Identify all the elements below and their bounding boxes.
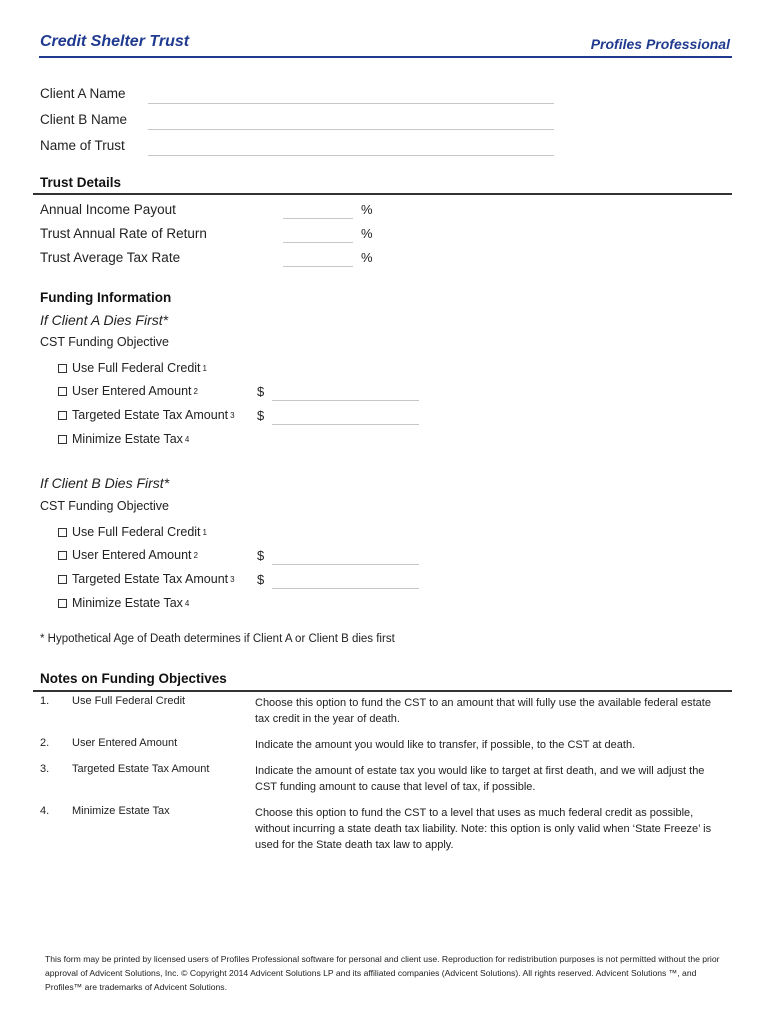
funding-information-heading: Funding Information: [40, 290, 172, 305]
client-a-user-amount-currency: $: [257, 384, 265, 399]
client-a-option-minimize-tax: [58, 432, 189, 446]
client-a-user-amount-label: User Entered Amount: [72, 384, 192, 398]
client-a-user-amount-checkbox[interactable]: [58, 387, 67, 396]
footnote-ref: 2: [193, 386, 198, 396]
trust-name-field[interactable]: [148, 139, 554, 156]
rate-of-return-label: Trust Annual Rate of Return: [40, 226, 207, 241]
note-title: Targeted Estate Tax Amount: [72, 763, 210, 775]
average-tax-rate-field[interactable]: [283, 250, 353, 267]
brand-name: Profiles Professional: [590, 36, 730, 52]
note-number: 4.: [40, 805, 50, 817]
rate-of-return-input[interactable]: [283, 227, 353, 243]
trust-details-divider: [33, 193, 732, 195]
client-b-name-label: Client B Name: [40, 112, 128, 127]
client-b-minimize-tax-label: Minimize Estate Tax: [72, 596, 183, 610]
note-number: 3.: [40, 763, 50, 775]
note-description: Choose this option to fund the CST to an amount that will fully use the available federal estate tax credit in the year of death.: [255, 697, 711, 725]
footnote-ref: 1: [202, 363, 207, 373]
footnote-ref: 3: [230, 574, 235, 584]
annual-income-payout-field[interactable]: [283, 202, 353, 219]
client-b-objective-label: CST Funding Objective: [40, 499, 169, 513]
client-a-user-amount-field[interactable]: [272, 384, 419, 401]
notes-heading: Notes on Funding Objectives: [40, 671, 227, 686]
client-b-user-amount-field[interactable]: [272, 548, 419, 565]
annual-income-payout-unit: %: [361, 202, 373, 217]
client-a-full-credit-checkbox[interactable]: [58, 364, 67, 373]
client-a-minimize-tax-label: Minimize Estate Tax: [72, 432, 183, 446]
client-b-option-full-credit: [58, 525, 207, 539]
client-b-user-amount-input[interactable]: [272, 549, 419, 565]
client-b-full-credit-checkbox[interactable]: [58, 528, 67, 537]
note-title: Use Full Federal Credit: [72, 695, 186, 707]
client-b-name-input[interactable]: [148, 114, 554, 130]
client-a-option-user-amount: [58, 384, 198, 398]
footnote-ref: 2: [193, 550, 198, 560]
title-divider: [39, 56, 732, 58]
client-a-full-credit-label: Use Full Federal Credit: [72, 361, 201, 375]
average-tax-rate-unit: %: [361, 250, 373, 265]
client-b-targeted-tax-checkbox[interactable]: [58, 575, 67, 584]
trust-name-label: Name of Trust: [40, 138, 125, 153]
note-title: User Entered Amount: [72, 737, 178, 749]
rate-of-return-unit: %: [361, 226, 373, 241]
annual-income-payout-label: Annual Income Payout: [40, 202, 176, 217]
copyright-footer: This form may be printed by licensed users of Profiles Professional software for personal and client use. Reproduction for redistribution purposes is not permitted without the prior approval of Advicent Solutions, Inc. © Copyright 2014 Advicent Solutions LP and its affiliated companies (Advicent Solutions). All rights reserved. Advicent Solutions ™, and Profiles™ are trademarks of Advicent Solutions.: [45, 954, 720, 992]
client-b-targeted-tax-field[interactable]: [272, 572, 419, 589]
footnote-ref: 1: [202, 527, 207, 537]
client-b-user-amount-label: User Entered Amount: [72, 548, 192, 562]
client-b-targeted-tax-currency: $: [257, 572, 265, 587]
client-b-minimize-tax-checkbox[interactable]: [58, 599, 67, 608]
rate-of-return-field[interactable]: [283, 226, 353, 243]
client-a-targeted-tax-field[interactable]: [272, 408, 419, 425]
client-a-name-field[interactable]: [148, 87, 554, 104]
client-a-user-amount-input[interactable]: [272, 385, 419, 401]
client-a-objective-label: CST Funding Objective: [40, 335, 169, 349]
trust-name-input[interactable]: [148, 140, 554, 156]
client-a-dies-first-title: If Client A Dies First*: [40, 312, 169, 328]
client-b-option-minimize-tax: [58, 596, 189, 610]
trust-details-heading: Trust Details: [40, 175, 122, 190]
annual-income-payout-input[interactable]: [283, 203, 353, 219]
hypothetical-age-footnote: * Hypothetical Age of Death determines if Client A or Client B dies first: [40, 633, 395, 645]
average-tax-rate-label: Trust Average Tax Rate: [40, 250, 181, 265]
client-b-name-field[interactable]: [148, 113, 554, 130]
note-number: 2.: [40, 737, 50, 749]
client-a-name-label: Client A Name: [40, 86, 126, 101]
client-a-minimize-tax-checkbox[interactable]: [58, 435, 67, 444]
client-a-targeted-tax-label: Targeted Estate Tax Amount: [72, 408, 229, 422]
page-title: Credit Shelter Trust: [40, 33, 190, 50]
client-b-targeted-tax-input[interactable]: [272, 573, 419, 589]
footnote-ref: 3: [230, 410, 235, 420]
notes-divider: [33, 690, 732, 692]
client-b-user-amount-currency: $: [257, 548, 265, 563]
client-b-targeted-tax-label: Targeted Estate Tax Amount: [72, 572, 229, 586]
client-b-option-user-amount: [58, 548, 198, 562]
client-b-user-amount-checkbox[interactable]: [58, 551, 67, 560]
note-title: Minimize Estate Tax: [72, 805, 170, 817]
client-a-option-full-credit: [58, 361, 207, 375]
client-b-full-credit-label: Use Full Federal Credit: [72, 525, 201, 539]
note-number: 1.: [40, 695, 50, 707]
client-a-targeted-tax-input[interactable]: [272, 409, 419, 425]
client-b-dies-first-title: If Client B Dies First*: [40, 475, 170, 491]
note-description: Indicate the amount you would like to transfer, if possible, to the CST at death.: [255, 739, 636, 751]
client-a-name-input[interactable]: [148, 88, 554, 104]
note-description: Indicate the amount of estate tax you would like to target at first death, and we will adjust the CST funding amount to cause that level of tax, if possible.: [255, 765, 705, 793]
client-a-targeted-tax-checkbox[interactable]: [58, 411, 67, 420]
footnote-ref: 4: [184, 598, 190, 608]
client-a-targeted-tax-currency: $: [257, 408, 265, 423]
average-tax-rate-input[interactable]: [283, 251, 353, 267]
note-description: Choose this option to fund the CST to a level that uses as much federal credit as possible, without incurring a state death tax liability. Note: this option is only valid when ‘State Freeze’ is used for the State death tax law to apply.: [255, 807, 712, 851]
client-b-option-targeted-tax: [58, 572, 235, 586]
footnote-ref: 4: [184, 434, 190, 444]
client-a-option-targeted-tax: [58, 408, 235, 422]
